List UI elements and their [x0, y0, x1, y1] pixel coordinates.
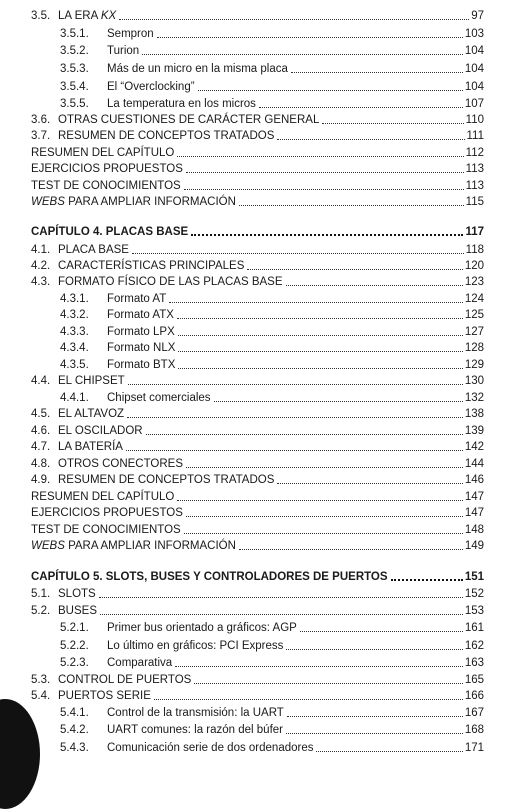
toc-page-number: 107 — [464, 98, 484, 110]
toc-dot-leader — [277, 483, 462, 484]
toc-entry — [31, 487, 484, 504]
toc-entry — [60, 59, 484, 76]
toc-page-number: 118 — [465, 244, 484, 256]
toc-entry-number: 5.1. — [31, 588, 51, 600]
toc-page-number: 97 — [471, 10, 484, 22]
toc-entry-number: 3.5.5. — [60, 98, 89, 110]
toc-entry — [60, 41, 484, 58]
toc-entry-title: PUERTOS SERIE — [58, 690, 151, 702]
toc-entry-number: 4.1. — [31, 244, 51, 256]
toc-page-number: 129 — [464, 359, 484, 371]
toc-dot-leader — [184, 189, 464, 190]
toc-entry — [60, 338, 484, 355]
toc-entry-number: 4.3. — [31, 276, 51, 288]
toc-page-number: 128 — [464, 342, 484, 354]
toc-entry-title: EL OSCILADOR — [58, 425, 143, 437]
toc-entry — [31, 454, 484, 471]
toc-entry-title: LA BATERÍA — [58, 441, 123, 453]
toc-entry-title: PLACA BASE — [58, 244, 129, 256]
toc-entry — [31, 371, 484, 388]
toc-entry-number: 4.4. — [31, 375, 51, 387]
toc-entry-number: 3.6. — [31, 114, 51, 126]
toc-entry-number: 5.3. — [31, 674, 51, 686]
toc-entry-title: BUSES — [58, 605, 97, 617]
toc-entry-title: Turion — [107, 45, 140, 57]
toc-entry — [31, 503, 484, 520]
toc-entry-title-emphasis: WEBS — [31, 196, 65, 208]
toc-dot-leader — [177, 318, 463, 319]
toc-page-number: 147 — [464, 507, 484, 519]
toc-dot-leader — [287, 716, 463, 717]
toc-entry-title: Formato NLX — [107, 342, 176, 354]
toc-entry-title: La temperatura en los micros — [107, 98, 256, 110]
toc-dot-leader — [259, 107, 463, 108]
toc-entry-number: 4.9. — [31, 474, 51, 486]
toc-dot-leader — [178, 368, 462, 369]
toc-entry-number: 5.2.2. — [60, 640, 89, 652]
toc-entry-title: El “Overclocking” — [107, 81, 195, 93]
toc-dot-leader — [178, 351, 462, 352]
toc-entry — [60, 305, 484, 322]
toc-dot-leader — [239, 205, 464, 206]
toc-entry-title: SLOTS — [58, 588, 96, 600]
toc-entry-title-emphasis: WEBS — [31, 540, 65, 552]
toc-entry-title: RESUMEN DEL CAPÍTULO — [31, 147, 175, 159]
toc-entry-number: 5.4.3. — [60, 742, 89, 754]
toc-page-number: 117 — [465, 226, 484, 238]
toc-page-number: 162 — [464, 640, 484, 652]
toc-entry — [60, 289, 484, 306]
toc-entry-title: RESUMEN DE CONCEPTOS TRATADOS — [58, 474, 275, 486]
toc-entry-number: 5.4.1. — [60, 707, 89, 719]
toc-entry-title: EL CHIPSET — [58, 375, 125, 387]
toc-dot-leader — [291, 72, 463, 73]
toc-dot-leader — [128, 384, 463, 385]
toc-entry-number: 5.2.3. — [60, 657, 89, 669]
toc-page-number: 125 — [464, 309, 484, 321]
toc-chapter-heading — [31, 222, 484, 239]
toc-dot-leader — [214, 401, 463, 402]
toc-entry-title: EL ALTAVOZ — [58, 408, 125, 420]
toc-entry — [31, 601, 484, 618]
toc-entry — [60, 322, 484, 339]
toc-dot-leader — [184, 533, 463, 534]
toc-entry-number: 3.7. — [31, 130, 51, 142]
toc-page-number: 123 — [464, 276, 484, 288]
toc-dot-leader — [142, 54, 463, 55]
toc-dot-leader — [316, 751, 462, 752]
toc-page-number: 148 — [464, 524, 484, 536]
toc-page-number: 165 — [464, 674, 484, 686]
toc-page-number: 115 — [465, 196, 484, 208]
toc-dot-leader — [119, 19, 469, 20]
toc-entry-title: Más de un micro en la misma placa — [107, 63, 288, 75]
toc-entry — [31, 670, 484, 687]
toc-entry-title: Sempron — [107, 28, 154, 40]
toc-entry — [31, 520, 484, 537]
toc-page-number: 113 — [465, 163, 484, 175]
toc-entry-number: 4.3.3. — [60, 326, 89, 338]
toc-page-number: 113 — [465, 180, 484, 192]
toc-entry-number: 4.3.1. — [60, 293, 89, 305]
toc-dot-leader — [186, 172, 464, 173]
toc-entry — [31, 404, 484, 421]
toc-page-number: 163 — [464, 657, 484, 669]
toc-entry — [31, 143, 484, 160]
toc-page-number: 111 — [466, 130, 484, 142]
toc-entry-number: 4.6. — [31, 425, 51, 437]
toc-page-number: 112 — [465, 147, 484, 159]
toc-entry-number: 4.2. — [31, 260, 51, 272]
toc-entry-number: 3.5.1. — [60, 28, 89, 40]
toc-dot-leader — [194, 683, 462, 684]
toc-chapter-heading — [31, 567, 484, 584]
toc-entry-title: OTRAS CUESTIONES DE CARÁCTER GENERAL — [58, 114, 320, 126]
toc-page-number: 149 — [464, 540, 484, 552]
toc-entry-title: OTROS CONECTORES — [58, 458, 184, 470]
toc-entry-title: LA ERA KX — [58, 10, 117, 22]
toc-dot-leader — [100, 614, 463, 615]
toc-entry — [31, 437, 484, 454]
toc-entry-title: CAPÍTULO 4. PLACAS BASE — [31, 226, 189, 238]
toc-dot-leader — [391, 579, 463, 581]
toc-entry-title: Comunicación serie de dos ordenadores — [107, 742, 314, 754]
toc-dot-leader — [198, 90, 463, 91]
toc-page-number: 147 — [464, 491, 484, 503]
toc-entry — [60, 653, 484, 670]
toc-entry-number: 5.4. — [31, 690, 51, 702]
toc-entry — [60, 738, 484, 755]
toc-page-number: 127 — [464, 326, 484, 338]
toc-dot-leader — [286, 733, 463, 734]
toc-entry-number: 4.3.4. — [60, 342, 89, 354]
toc-dot-leader — [186, 516, 463, 517]
toc-page-number: 104 — [464, 63, 484, 75]
toc-dot-leader — [132, 253, 464, 254]
toc-entry — [31, 176, 484, 193]
toc-dot-leader — [127, 417, 463, 418]
toc-page-number: 104 — [464, 81, 484, 93]
toc-dot-leader — [154, 699, 463, 700]
toc-entry-number: 5.2.1. — [60, 622, 89, 634]
toc-dot-leader — [322, 123, 463, 124]
toc-entry-number: 5.4.2. — [60, 724, 89, 736]
toc-dot-leader — [191, 234, 463, 236]
toc-entry-title-emphasis: KX — [100, 10, 117, 22]
toc-entry — [31, 256, 484, 273]
toc-entry-title: WEBS PARA AMPLIAR INFORMACIÓN — [31, 196, 236, 208]
toc-page-number: 130 — [464, 375, 484, 387]
toc-entry-title: Comparativa — [107, 657, 173, 669]
toc-entry-number: 3.5. — [31, 10, 51, 22]
toc-dot-leader — [277, 139, 464, 140]
toc-entry-number: 3.5.3. — [60, 63, 89, 75]
toc-entry-title: CARACTERÍSTICAS PRINCIPALES — [58, 260, 245, 272]
toc-page-number: 103 — [464, 28, 484, 40]
toc-dot-leader — [169, 302, 463, 303]
toc-page-number: 153 — [464, 605, 484, 617]
toc-page-number: 142 — [464, 441, 484, 453]
toc-page-number: 104 — [464, 45, 484, 57]
toc-entry-title: TEST DE CONOCIMIENTOS — [31, 524, 181, 536]
toc-page-number: 138 — [464, 408, 484, 420]
toc-page-number: 110 — [465, 114, 484, 126]
toc-entry — [60, 388, 484, 405]
toc-entry — [31, 159, 484, 176]
toc-entry-title: EJERCICIOS PROPUESTOS — [31, 163, 183, 175]
toc-entry-number: 3.5.4. — [60, 81, 89, 93]
toc-dot-leader — [146, 434, 463, 435]
toc-entry — [31, 240, 484, 257]
toc-dot-leader — [300, 631, 463, 632]
toc-entry-title: Formato BTX — [107, 359, 176, 371]
toc-dot-leader — [157, 37, 463, 38]
toc-dot-leader — [186, 467, 463, 468]
toc-entry — [31, 192, 484, 209]
toc-dot-leader — [239, 549, 463, 550]
toc-page-number: 144 — [464, 458, 484, 470]
toc-entry-title: RESUMEN DE CONCEPTOS TRATADOS — [58, 130, 275, 142]
toc-entry-title: WEBS PARA AMPLIAR INFORMACIÓN — [31, 540, 236, 552]
toc-dot-leader — [247, 269, 462, 270]
toc-entry-title: TEST DE CONOCIMIENTOS — [31, 180, 181, 192]
toc-entry — [31, 421, 484, 438]
toc-entry-number: 3.5.2. — [60, 45, 89, 57]
toc-entry-title: Formato AT — [107, 293, 167, 305]
toc-dot-leader — [286, 285, 463, 286]
toc-entry — [31, 6, 484, 23]
toc-page-number: 167 — [464, 707, 484, 719]
toc-page-number: 161 — [464, 622, 484, 634]
toc-dot-leader — [178, 335, 463, 336]
toc-entry — [60, 703, 484, 720]
toc-page-number: 171 — [464, 742, 484, 754]
toc-page-number: 120 — [464, 260, 484, 272]
toc-entry-number: 4.7. — [31, 441, 51, 453]
toc-page-number: 152 — [464, 588, 484, 600]
toc-entry-title: FORMATO FÍSICO DE LAS PLACAS BASE — [58, 276, 283, 288]
toc-entry — [31, 126, 484, 143]
toc-page-number: 151 — [464, 571, 484, 583]
toc-entry-number: 4.5. — [31, 408, 51, 420]
toc-entry-title: Lo último en gráficos: PCI Express — [107, 640, 284, 652]
toc-entry — [60, 77, 484, 94]
toc-entry-title: Formato ATX — [107, 309, 174, 321]
toc-entry — [31, 110, 484, 127]
toc-entry — [31, 686, 484, 703]
toc-page-number: 168 — [464, 724, 484, 736]
toc-page-number: 166 — [464, 690, 484, 702]
toc-entry — [31, 272, 484, 289]
toc-entry — [31, 584, 484, 601]
toc-page-number: 146 — [464, 474, 484, 486]
toc-entry-title: Formato LPX — [107, 326, 175, 338]
toc-dot-leader — [126, 450, 463, 451]
toc-entry — [60, 24, 484, 41]
toc-entry-title: UART comunes: la razón del búfer — [107, 724, 283, 736]
toc-page-number: 132 — [464, 392, 484, 404]
toc-entry — [60, 636, 484, 653]
toc-entry-title: Chipset comerciales — [107, 392, 211, 404]
toc-entry — [60, 355, 484, 372]
toc-entry — [60, 618, 484, 635]
toc-entry — [31, 470, 484, 487]
toc-entry-number: 5.2. — [31, 605, 51, 617]
toc-entry-number: 4.8. — [31, 458, 51, 470]
toc-entry-title: CONTROL DE PUERTOS — [58, 674, 192, 686]
toc-entry-title: RESUMEN DEL CAPÍTULO — [31, 491, 175, 503]
toc-entry-title: CAPÍTULO 5. SLOTS, BUSES Y CONTROLADORES DE PUERTOS — [31, 571, 388, 583]
toc-entry — [60, 720, 484, 737]
toc-entry-number: 4.3.2. — [60, 309, 89, 321]
toc-dot-leader — [177, 156, 463, 157]
toc-dot-leader — [177, 500, 462, 501]
toc-entry-title: Control de la transmisión: la UART — [107, 707, 284, 719]
toc-page-number: 124 — [464, 293, 484, 305]
toc-entry — [31, 536, 484, 553]
toc-entry-number: 4.3.5. — [60, 359, 89, 371]
toc-entry-title: EJERCICIOS PROPUESTOS — [31, 507, 183, 519]
toc-entry-number: 4.4.1. — [60, 392, 89, 404]
toc-dot-leader — [99, 597, 463, 598]
toc-entry-title: Primer bus orientado a gráficos: AGP — [107, 622, 297, 634]
toc-dot-leader — [175, 666, 463, 667]
toc-dot-leader — [286, 649, 462, 650]
toc-page-number: 139 — [464, 425, 484, 437]
toc-entry — [60, 94, 484, 111]
